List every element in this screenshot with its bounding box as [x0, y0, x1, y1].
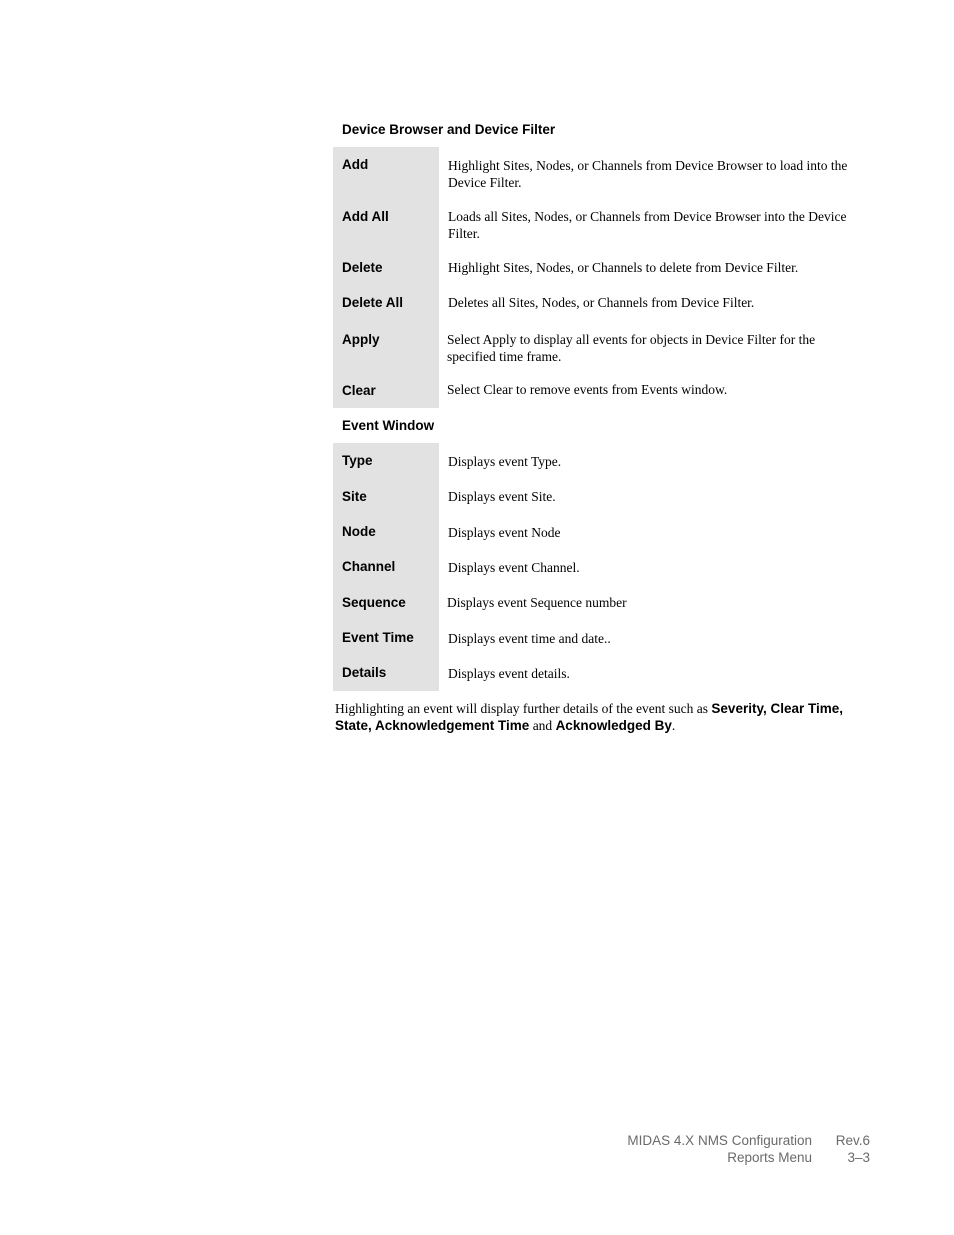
- device-browser-heading: Device Browser and Device Filter: [342, 122, 556, 137]
- term-description: Displays event Site.: [448, 489, 556, 504]
- note-text: and: [529, 718, 556, 733]
- term-cell: [333, 147, 439, 199]
- term-label: Delete All: [342, 295, 404, 310]
- event-window-table: [333, 443, 863, 691]
- term-label: Delete: [342, 260, 383, 275]
- term-description: Highlight Sites, Nodes, or Channels to delete from Device Filter.: [448, 260, 799, 275]
- footer-chapter: Reports Menu: [727, 1150, 812, 1165]
- event-window-heading: Event Window: [342, 418, 435, 433]
- term-label: Details: [342, 665, 387, 680]
- term-description: Deletes all Sites, Nodes, or Channels from Device Filter.: [448, 295, 755, 310]
- term-label: Apply: [342, 332, 380, 347]
- term-label: Sequence: [342, 595, 406, 610]
- table-row: [333, 250, 863, 285]
- term-label: Event Time: [342, 630, 414, 645]
- term-description: Displays event details.: [448, 666, 570, 681]
- table-row: [333, 479, 863, 514]
- term-label: Site: [342, 489, 367, 504]
- note-bold-fields: Severity, Clear Time, State, Acknowledgement Time: [335, 701, 843, 733]
- term-label: Clear: [342, 383, 376, 398]
- table-row: [333, 147, 863, 199]
- table-row: [333, 285, 863, 321]
- page-footer: [627, 1132, 870, 1149]
- footer-page-number: 3–3: [847, 1150, 870, 1165]
- footer-doc-title: MIDAS 4.X NMS Configuration: [627, 1133, 812, 1148]
- note-text: Highlighting an event will display further details of the event such as: [335, 701, 712, 716]
- table-row: [333, 321, 863, 372]
- table-row: [333, 549, 863, 585]
- table-row: [333, 199, 863, 250]
- term-label: Channel: [342, 559, 396, 574]
- event-details-note: [335, 700, 865, 734]
- table-row: [333, 514, 863, 549]
- term-description: Select Clear to remove events from Events window.: [447, 382, 728, 397]
- term-label: Add: [342, 157, 369, 172]
- table-row: [333, 585, 863, 620]
- table-row: [333, 443, 863, 479]
- table-row: [333, 620, 863, 656]
- term-label: Type: [342, 453, 373, 468]
- table-row: [333, 372, 863, 408]
- term-label: Node: [342, 524, 376, 539]
- term-description: Highlight Sites, Nodes, or Channels from Device Browser to load into the Device Filter.: [448, 158, 848, 190]
- term-description: Loads all Sites, Nodes, or Channels from Device Browser into the Device Filter.: [448, 209, 847, 241]
- term-description: Displays event Channel.: [448, 560, 580, 575]
- note-text: .: [671, 718, 676, 733]
- footer-revision: Rev.6: [835, 1133, 870, 1148]
- term-description: Displays event Node: [448, 525, 561, 540]
- note-bold-field: Acknowledged By: [555, 718, 672, 733]
- term-description: Displays event time and date..: [448, 631, 611, 646]
- device-filter-table: [333, 147, 863, 408]
- table-row: [333, 656, 863, 691]
- page-footer-line-2: [727, 1149, 870, 1166]
- term-description: Displays event Sequence number: [447, 595, 627, 610]
- term-description: Displays event Type.: [448, 454, 562, 469]
- term-description: Select Apply to display all events for objects in Device Filter for the specified time frame.: [447, 332, 816, 364]
- term-label: Add All: [342, 209, 389, 224]
